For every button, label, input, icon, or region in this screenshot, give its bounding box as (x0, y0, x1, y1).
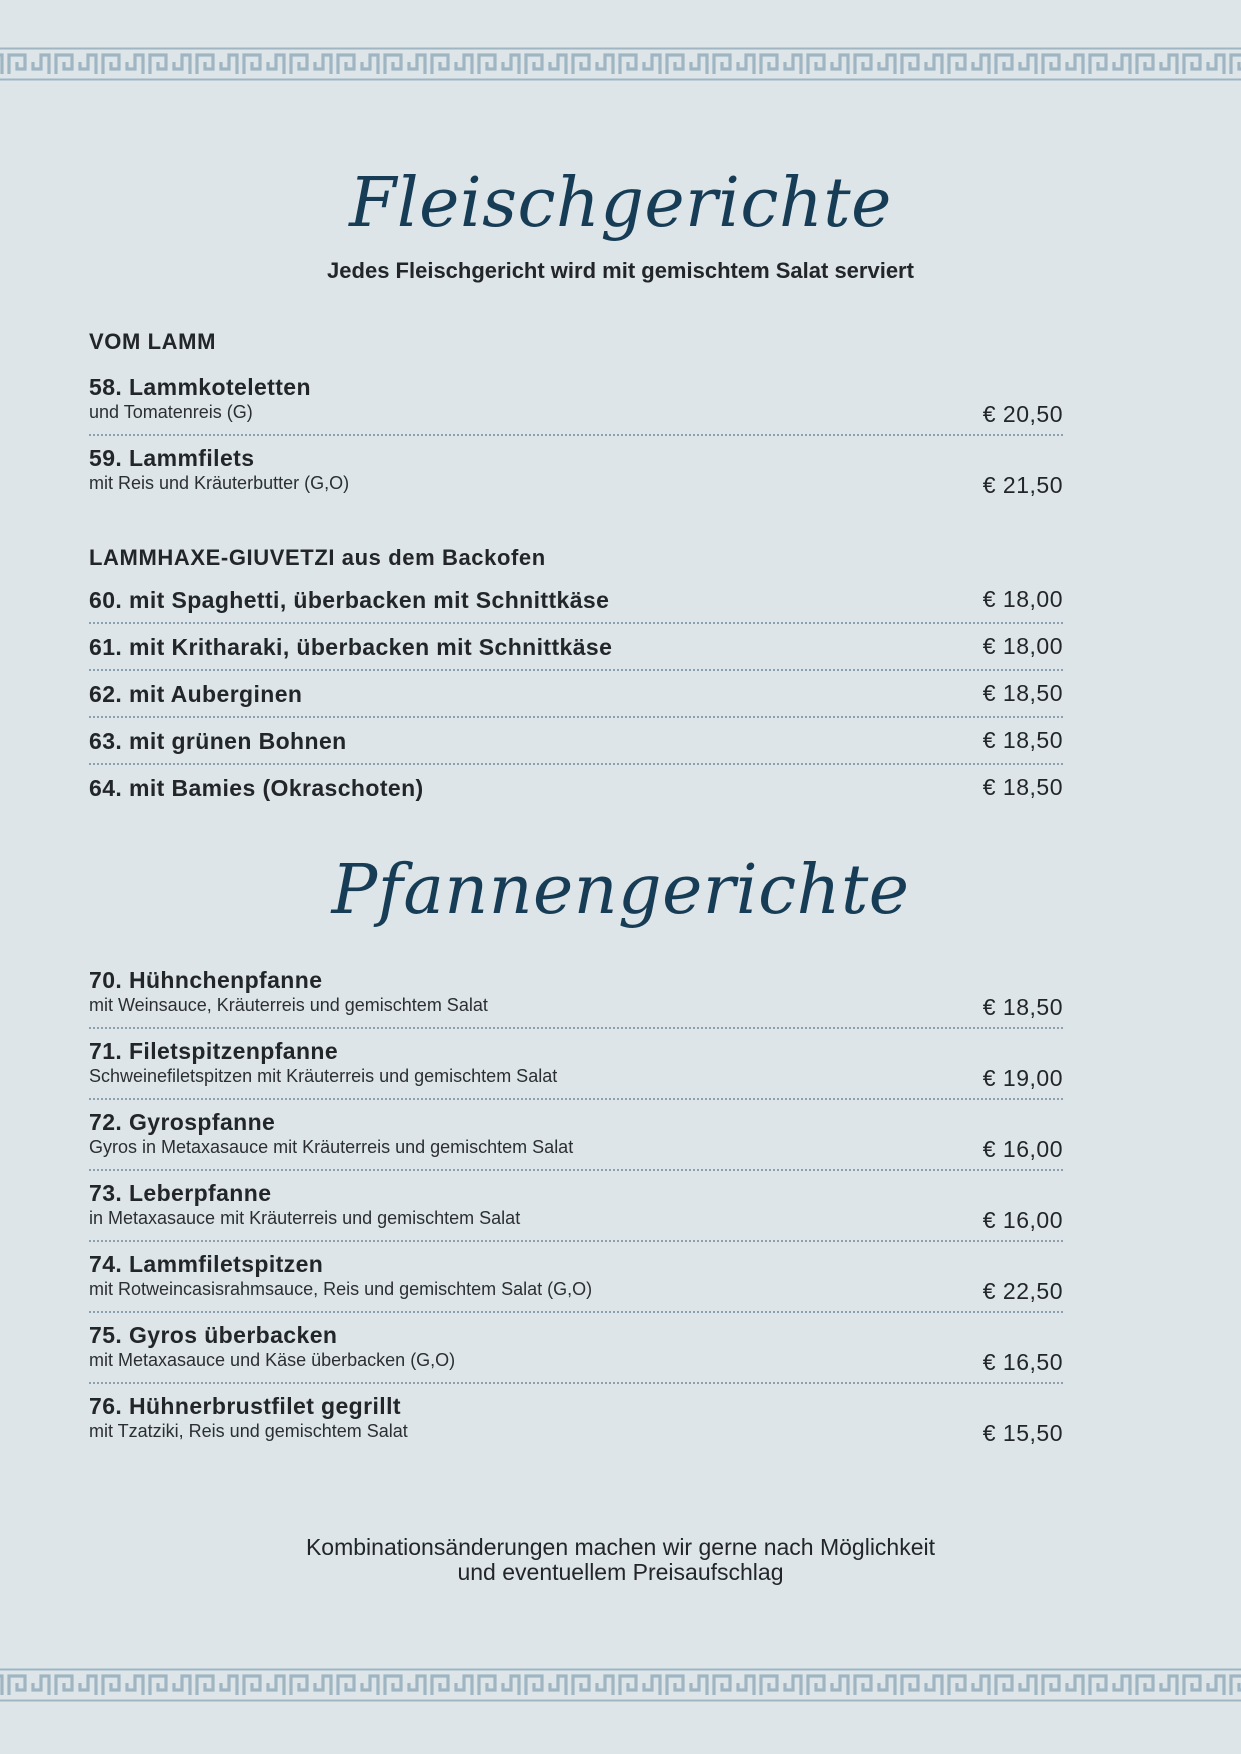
menu-item (89, 624, 1063, 671)
item-price: € 18,50 (982, 680, 1063, 706)
item-description: mit Metaxasauce und Käse überbacken (G,O) (89, 1350, 456, 1370)
item-name: 71. Filetspitzenpfanne (89, 1038, 339, 1064)
item-name: 70. Hühnchenpfanne (89, 967, 323, 993)
item-description: Gyros in Metaxasauce mit Kräuterreis und gemischtem Salat (89, 1137, 574, 1157)
menu-item (89, 365, 1063, 436)
fleischgerichte-list (89, 327, 1063, 812)
greek-key-border-top (0, 47, 1241, 81)
menu-item (89, 671, 1063, 718)
item-name: 74. Lammfiletspitzen (89, 1251, 324, 1277)
section-title-pfannengerichte: Pfannengerichte (331, 851, 910, 930)
greek-key-border-bottom (0, 1668, 1241, 1702)
footer-note-line-2: und eventuellem Preisaufschlag (457, 1559, 784, 1585)
item-name: 59. Lammfilets (89, 445, 255, 471)
item-description: in Metaxasauce mit Kräuterreis und gemischtem Salat (89, 1208, 521, 1228)
item-name: 72. Gyrospfanne (89, 1109, 276, 1135)
item-name: 58. Lammkoteletten (89, 374, 311, 400)
item-name: 60. mit Spaghetti, überbacken mit Schnittkäse (89, 587, 610, 613)
item-name: 75. Gyros überbacken (89, 1322, 338, 1348)
item-name: 61. mit Kritharaki, überbacken mit Schnittkäse (89, 634, 613, 660)
footer-note-line-1: Kombinationsänderungen machen wir gerne nach Möglichkeit (305, 1534, 936, 1560)
menu-item (89, 1384, 1063, 1455)
item-price: € 16,00 (982, 1207, 1063, 1233)
group-heading-lammhaxe: LAMMHAXE-GIUVETZI aus dem Backofen (89, 545, 546, 570)
footer-note (0, 1535, 1241, 1585)
menu-item (89, 765, 1063, 812)
item-description: und Tomatenreis (G) (89, 402, 253, 422)
item-price: € 18,50 (982, 727, 1063, 753)
menu-item (89, 1029, 1063, 1100)
menu-item (89, 1313, 1063, 1384)
item-price: € 22,50 (982, 1278, 1063, 1304)
menu-item (89, 577, 1063, 624)
item-price: € 18,00 (982, 633, 1063, 659)
item-name: 63. mit grünen Bohnen (89, 728, 347, 754)
item-name: 76. Hühnerbrustfilet gegrillt (89, 1393, 401, 1419)
section-subtitle: Jedes Fleischgericht wird mit gemischtem Salat serviert (327, 258, 914, 283)
item-description: mit Weinsauce, Kräuterreis und gemischtem Salat (89, 995, 488, 1015)
item-price: € 21,50 (982, 472, 1063, 498)
item-price: € 18,50 (982, 994, 1063, 1020)
group-heading-vom-lamm: VOM LAMM (89, 329, 217, 354)
item-price: € 19,00 (982, 1065, 1063, 1091)
item-name: 62. mit Auberginen (89, 681, 303, 707)
menu-item (89, 436, 1063, 507)
item-description: mit Reis und Kräuterbutter (G,O) (89, 473, 350, 493)
pfannengerichte-list (89, 958, 1063, 1455)
menu-item (89, 958, 1063, 1029)
item-description: mit Rotweincasisrahmsauce, Reis und gemischtem Salat (G,O) (89, 1279, 593, 1299)
item-price: € 16,50 (982, 1349, 1063, 1375)
item-price: € 18,00 (982, 586, 1063, 612)
item-name: 73. Leberpfanne (89, 1180, 272, 1206)
menu-item (89, 1242, 1063, 1313)
menu-item (89, 1100, 1063, 1171)
item-price: € 18,50 (982, 774, 1063, 800)
item-price: € 16,00 (982, 1136, 1063, 1162)
item-description: Schweinefiletspitzen mit Kräuterreis und gemischtem Salat (89, 1066, 558, 1086)
item-price: € 20,50 (982, 401, 1063, 427)
item-description: mit Tzatziki, Reis und gemischtem Salat (89, 1421, 408, 1441)
menu-item (89, 718, 1063, 765)
section-title-fleischgerichte: Fleischgerichte (349, 164, 892, 243)
item-name: 64. mit Bamies (Okraschoten) (89, 775, 424, 801)
menu-item (89, 1171, 1063, 1242)
item-price: € 15,50 (982, 1420, 1063, 1446)
